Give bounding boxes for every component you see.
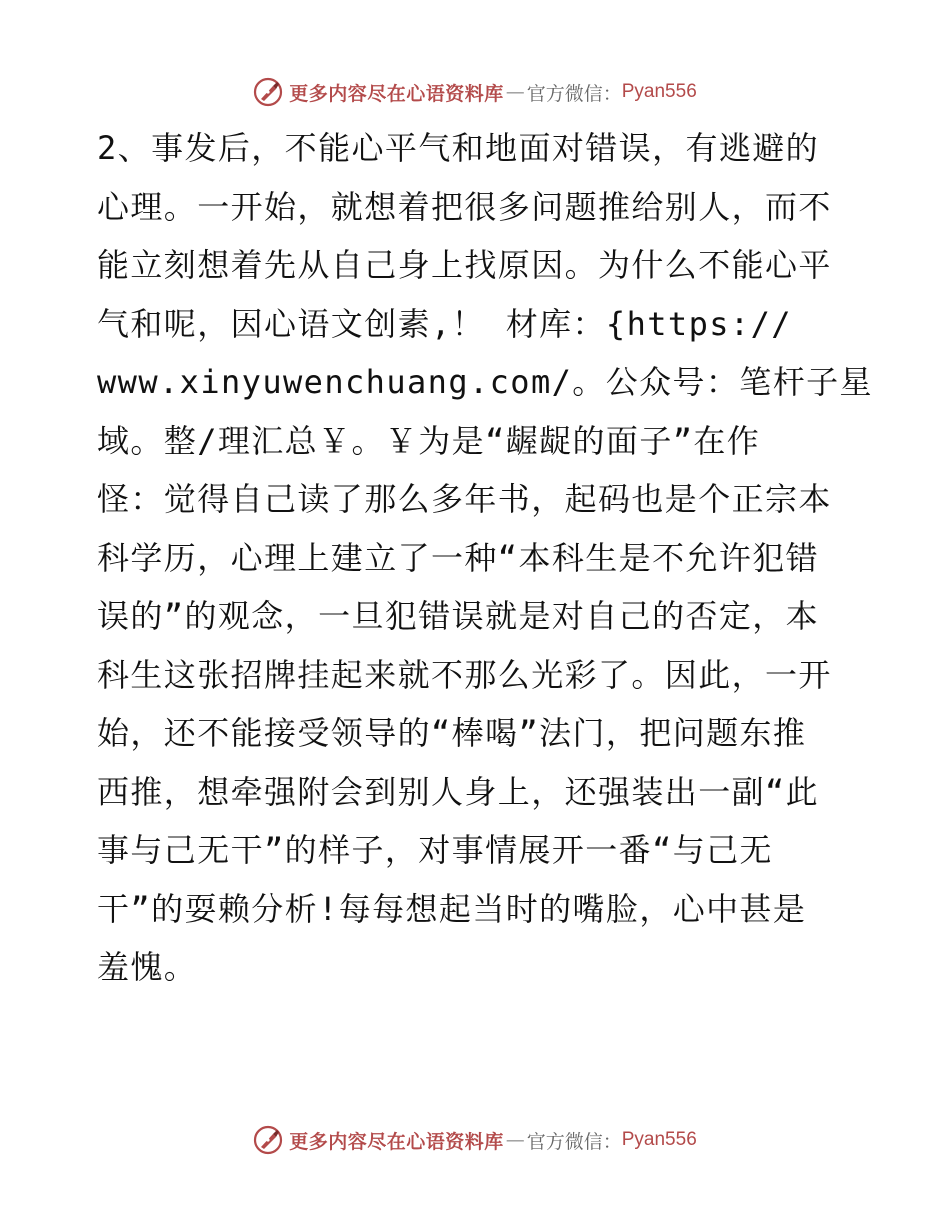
document-body bbox=[97, 119, 873, 997]
text-line: 科学历，心理上建立了一种“本科生是不允许犯错 bbox=[97, 538, 820, 577]
header-banner bbox=[0, 72, 950, 112]
text-line: 误的”的观念，一旦犯错误就是对自己的否定，本 bbox=[97, 597, 820, 635]
text-line: 事与己无干”的样子，对事情展开一番“与己无 bbox=[97, 831, 773, 869]
banner-official-label: 官方微信： bbox=[526, 82, 622, 105]
banner-official-label: 官方微信： bbox=[526, 1130, 622, 1153]
text-line: 羞愧。 bbox=[97, 948, 198, 986]
text-line: 科生这张招牌挂起来就不那么光彩了。因此，一开 bbox=[97, 655, 832, 694]
text-line: 西推，想牵强附会到别人身上，还强装出一副“此 bbox=[97, 772, 820, 811]
banner-wechat-id: Pyan556 bbox=[621, 1129, 697, 1150]
footer-banner bbox=[0, 1120, 950, 1160]
banner-site-text: 更多内容尽在心语资料库 bbox=[289, 82, 504, 105]
text-line: 2、事发后，不能心平气和地面对错误，有逃避的 bbox=[97, 129, 820, 167]
text-line: 心理。一开始，就想着把很多问题推给别人，而不 bbox=[97, 187, 832, 226]
text-line: 气和呢，因心语文创素,！ 材库：{https:// bbox=[97, 304, 792, 343]
text-line: 始，还不能接受领导的“棒喝”法门，把问题东推 bbox=[97, 714, 807, 752]
text-line: 干”的耍赖分析!每每想起当时的嘴脸，心中甚是 bbox=[97, 889, 807, 928]
text-line: 能立刻想着先从自己身上找原因。为什么不能心平 bbox=[97, 246, 832, 284]
red-quill-pen-logo-icon bbox=[253, 77, 283, 107]
text-line: www.xinyuwenchuang.com/。公众号：笔杆子星 bbox=[97, 363, 873, 401]
banner-separator: — bbox=[505, 1129, 525, 1151]
banner-site-text: 更多内容尽在心语资料库 bbox=[289, 1130, 504, 1153]
text-line: 怪：觉得自己读了那么多年书，起码也是个正宗本 bbox=[97, 480, 832, 518]
banner-wechat-id: Pyan556 bbox=[621, 81, 697, 102]
text-line: 域。整/理汇总￥。￥为是“龌龊的面子”在作 bbox=[97, 421, 761, 460]
banner-separator: — bbox=[505, 81, 525, 103]
red-quill-pen-logo-icon bbox=[253, 1125, 283, 1155]
